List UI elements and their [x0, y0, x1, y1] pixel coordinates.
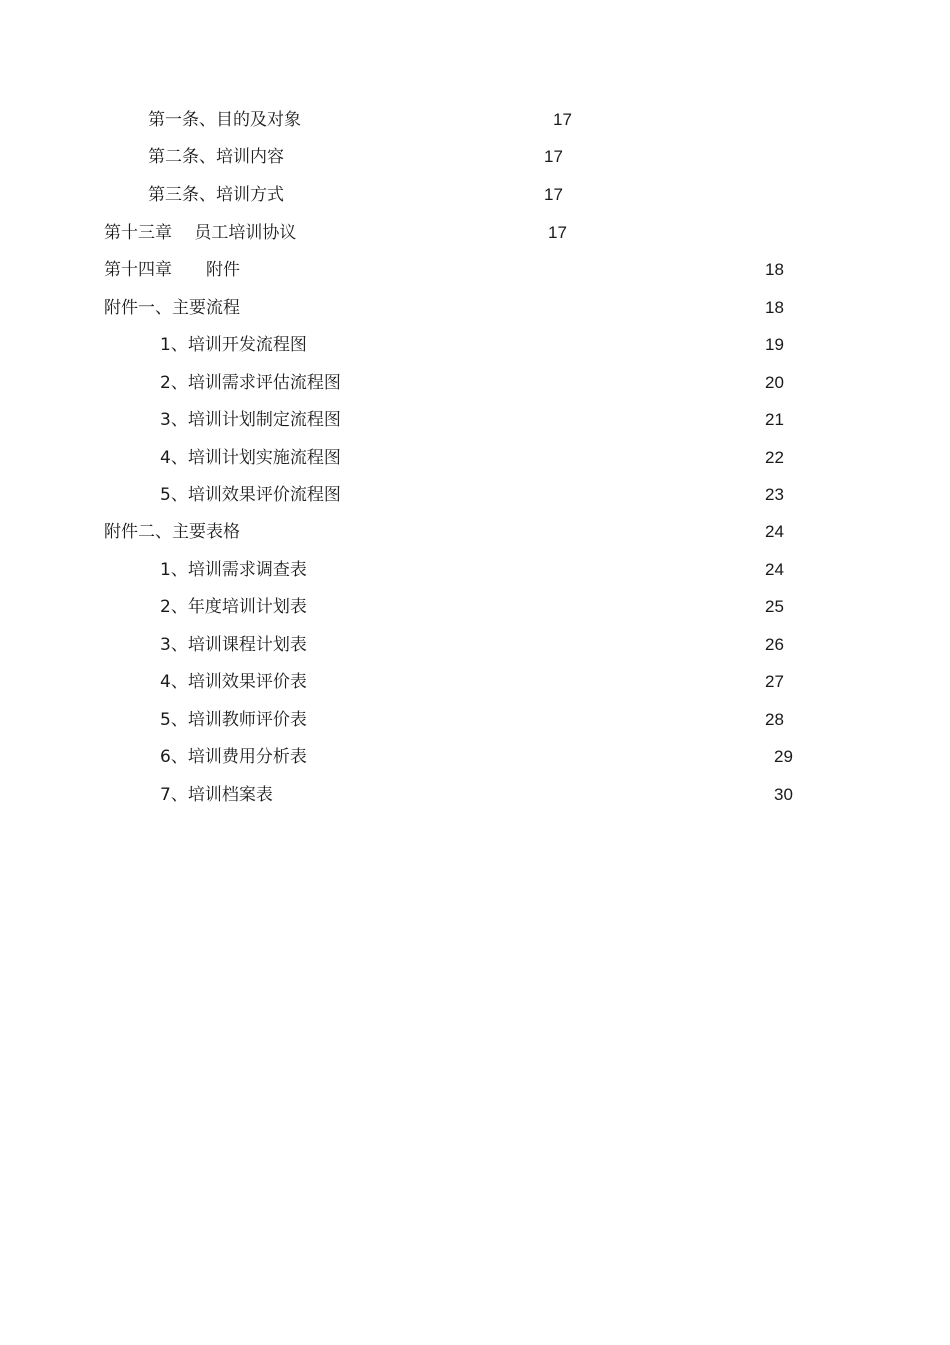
toc-entry[interactable] — [0, 708, 950, 732]
toc-entry[interactable] — [0, 333, 950, 357]
toc-entry[interactable] — [0, 296, 950, 320]
toc-entry-label: 5、培训教师评价表 — [160, 710, 307, 730]
toc-entry-label: 第十四章 附件 — [104, 260, 240, 280]
toc-entry[interactable] — [0, 258, 950, 282]
toc-entry-label: 第一条、目的及对象 — [148, 110, 301, 130]
toc-entry-page: 17 — [544, 147, 563, 166]
toc-entry-page: 28 — [765, 710, 784, 729]
toc-entry-label: 第十三章 员工培训协议 — [104, 223, 297, 243]
toc-entry-label: 2、年度培训计划表 — [160, 597, 307, 617]
toc-entry-page: 24 — [765, 522, 784, 541]
toc-entry-label: 1、培训开发流程图 — [160, 335, 307, 355]
toc-entry-page: 17 — [548, 223, 567, 242]
toc-entry[interactable] — [0, 745, 950, 769]
toc-entry-page: 22 — [765, 448, 784, 467]
toc-entry[interactable] — [0, 371, 950, 395]
toc-entry-label: 第三条、培训方式 — [148, 185, 284, 205]
toc-entry-page: 25 — [765, 597, 784, 616]
toc-entry[interactable] — [0, 783, 950, 807]
toc-entry-page: 27 — [765, 672, 784, 691]
toc-entry[interactable] — [0, 221, 950, 245]
toc-entry[interactable] — [0, 183, 950, 207]
toc-entry-page: 21 — [765, 410, 784, 429]
toc-entry-label: 3、培训计划制定流程图 — [160, 410, 341, 430]
toc-entry-page: 17 — [553, 110, 572, 129]
toc-entry-page: 29 — [774, 747, 793, 766]
toc-entry-label: 3、培训课程计划表 — [160, 635, 307, 655]
toc-entry[interactable] — [0, 408, 950, 432]
toc-entry-label: 第二条、培训内容 — [148, 147, 284, 167]
toc-entry[interactable] — [0, 595, 950, 619]
toc-entry-page: 18 — [765, 298, 784, 317]
toc-entry-label: 4、培训计划实施流程图 — [160, 448, 341, 468]
toc-entry-label: 2、培训需求评估流程图 — [160, 373, 341, 393]
toc-entry[interactable] — [0, 520, 950, 544]
toc-entry[interactable] — [0, 108, 950, 132]
toc-entry[interactable] — [0, 446, 950, 470]
toc-entry-label: 6、培训费用分析表 — [160, 747, 307, 767]
toc-entry-page: 23 — [765, 485, 784, 504]
toc-entry-label: 1、培训需求调查表 — [160, 560, 307, 580]
toc-entry[interactable] — [0, 633, 950, 657]
toc-entry[interactable] — [0, 670, 950, 694]
toc-entry[interactable] — [0, 483, 950, 507]
toc-entry-page: 26 — [765, 635, 784, 654]
toc-entry-page: 20 — [765, 373, 784, 392]
toc-entry-label: 4、培训效果评价表 — [160, 672, 307, 692]
toc-entry[interactable] — [0, 558, 950, 582]
toc-entry-label: 7、培训档案表 — [160, 785, 273, 805]
toc-entry-page: 19 — [765, 335, 784, 354]
toc-entry-label: 附件一、主要流程 — [104, 298, 240, 318]
toc-entry-page: 17 — [544, 185, 563, 204]
toc-entry-page: 30 — [774, 785, 793, 804]
toc-entry-label: 附件二、主要表格 — [104, 522, 240, 542]
toc-entry-page: 24 — [765, 560, 784, 579]
toc-entry-label: 5、培训效果评价流程图 — [160, 485, 341, 505]
toc-entry[interactable] — [0, 145, 950, 169]
toc-entry-page: 18 — [765, 260, 784, 279]
